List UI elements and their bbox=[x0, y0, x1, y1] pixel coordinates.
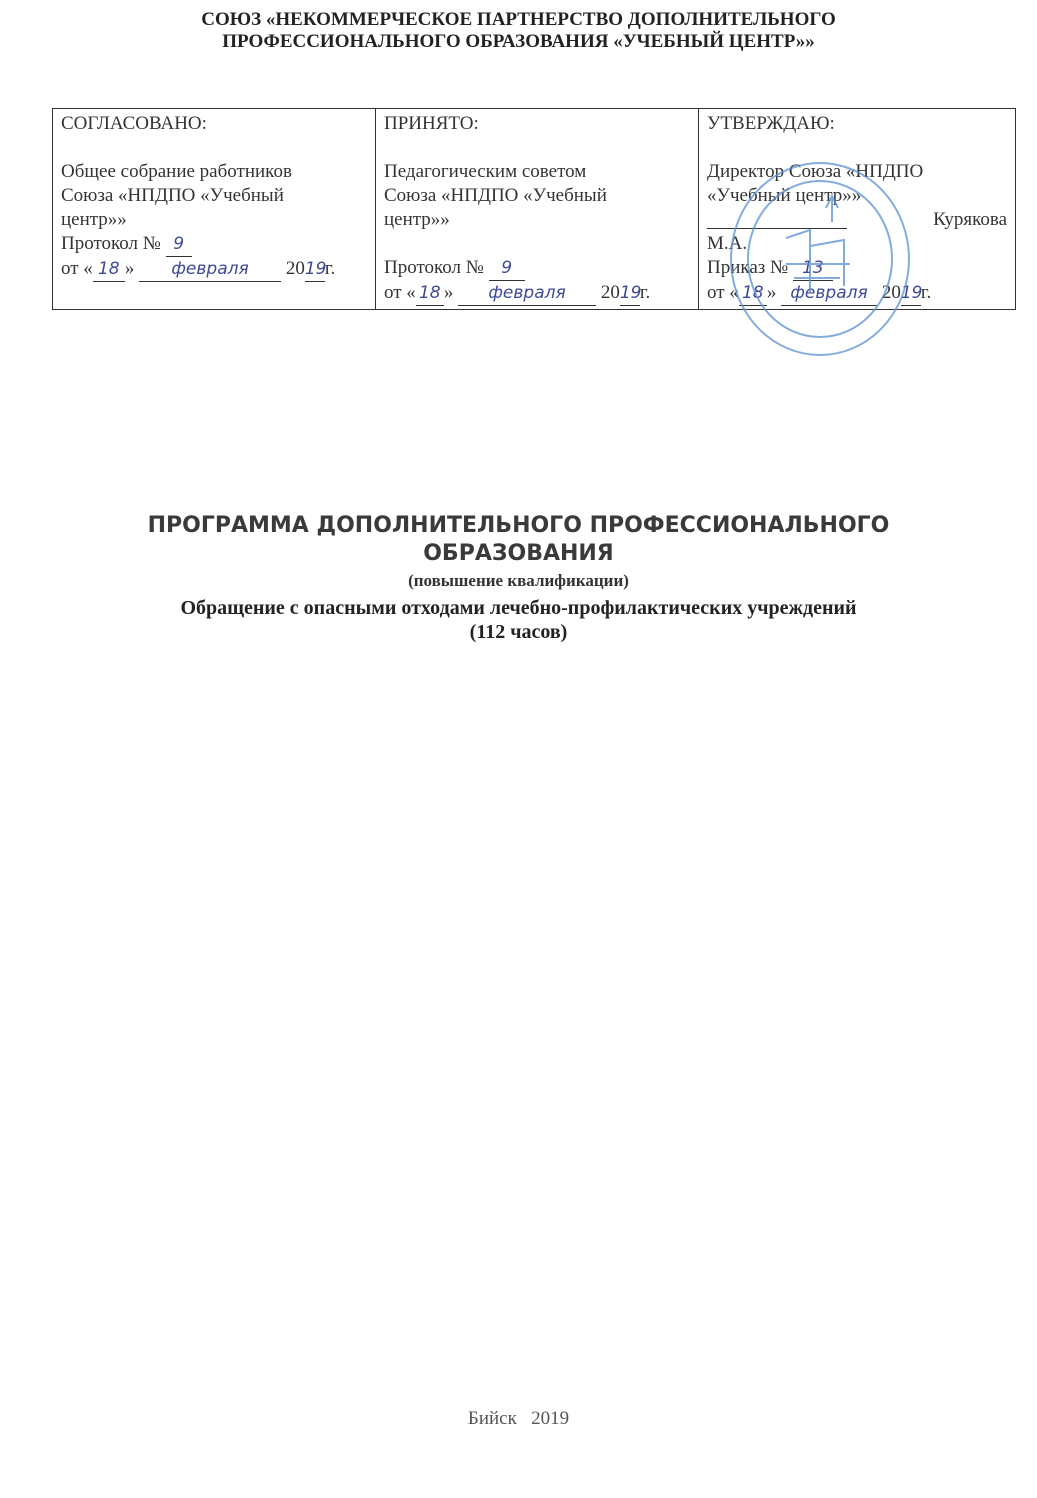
accepted-protocol bbox=[384, 256, 690, 281]
program-subtitle: (повышение квалификации) bbox=[408, 571, 629, 590]
agreed-protocol bbox=[61, 232, 367, 257]
accepted-body-line3: центр»» bbox=[384, 209, 450, 230]
approval-table bbox=[52, 108, 1016, 310]
accepted-year-end: г. bbox=[639, 282, 651, 303]
agreed-year-suffix: 19 bbox=[305, 257, 325, 282]
agreed-body-line2: Союза «НПДПО «Учебный bbox=[61, 185, 284, 206]
agreed-year-prefix: 20 bbox=[285, 258, 305, 279]
agreed-date-month: февраля bbox=[139, 257, 281, 282]
agreed-year-end: г. bbox=[324, 258, 336, 279]
approved-body-line2: «Учебный центр»» bbox=[707, 185, 862, 206]
accepted-protocol-number: 9 bbox=[489, 256, 525, 281]
approved-order-number: 13 bbox=[793, 256, 833, 281]
agreed-date-quote: » bbox=[124, 258, 135, 279]
approved-order bbox=[707, 256, 1007, 281]
title-block bbox=[40, 512, 997, 644]
footer bbox=[0, 1408, 1037, 1430]
accepted-year-suffix: 19 bbox=[620, 281, 640, 306]
signature-line bbox=[707, 208, 847, 229]
agreed-date bbox=[61, 257, 367, 282]
approved-date-quote: » bbox=[766, 282, 777, 303]
approved-cell bbox=[699, 109, 1016, 310]
accepted-protocol-label: Протокол № bbox=[384, 257, 484, 278]
accepted-date-prefix: от « bbox=[384, 282, 416, 303]
accepted-date-day: 18 bbox=[416, 281, 444, 306]
accepted-heading: ПРИНЯТО: bbox=[384, 113, 479, 134]
approved-body-line1: Директор Союза «НПДПО bbox=[707, 161, 924, 182]
accepted-year-prefix: 20 bbox=[600, 282, 620, 303]
accepted-body-line2: Союза «НПДПО «Учебный bbox=[384, 185, 607, 206]
agreed-body-line3: центр»» bbox=[61, 209, 127, 230]
accepted-date bbox=[384, 281, 690, 306]
organization-name-line1: СОЮЗ «НЕКОММЕРЧЕСКОЕ ПАРТНЕРСТВО ДОПОЛНИТЕЛЬНОГО bbox=[201, 9, 836, 30]
approved-heading: УТВЕРЖДАЮ: bbox=[707, 113, 835, 134]
approved-signer: Курякова bbox=[933, 209, 1007, 230]
approved-date-prefix: от « bbox=[707, 282, 739, 303]
approved-date bbox=[707, 281, 1007, 306]
agreed-protocol-number: 9 bbox=[166, 232, 192, 257]
accepted-date-month: февраля bbox=[458, 281, 596, 306]
approved-signature-line bbox=[707, 208, 1007, 232]
approved-initials: М.А. bbox=[707, 233, 748, 254]
program-title-line2: ОБРАЗОВАНИЯ bbox=[423, 541, 614, 566]
footer-year: 2019 bbox=[531, 1408, 570, 1429]
agreed-cell bbox=[53, 109, 376, 310]
agreed-date-prefix: от « bbox=[61, 258, 93, 279]
approved-year-end: г. bbox=[920, 282, 932, 303]
accepted-body-line1: Педагогическим советом bbox=[384, 161, 587, 182]
approved-year-prefix: 20 bbox=[881, 282, 901, 303]
course-name: Обращение с опасными отходами лечебно-профилактических учреждений bbox=[180, 597, 857, 619]
approved-date-month: февраля bbox=[781, 281, 877, 306]
organization-header bbox=[0, 9, 1037, 53]
agreed-heading: СОГЛАСОВАНО: bbox=[61, 113, 207, 134]
agreed-protocol-label: Протокол № bbox=[61, 233, 161, 254]
organization-name-line2: ПРОФЕССИОНАЛЬНОГО ОБРАЗОВАНИЯ «УЧЕБНЫЙ ЦЕНТР»» bbox=[222, 31, 815, 52]
accepted-cell bbox=[376, 109, 699, 310]
approved-order-label: Приказ № bbox=[707, 257, 789, 278]
footer-city: Бийск bbox=[467, 1408, 517, 1429]
accepted-date-quote: » bbox=[443, 282, 454, 303]
approved-year-suffix: 19 bbox=[901, 281, 921, 306]
program-title-line1: ПРОГРАММА ДОПОЛНИТЕЛЬНОГО ПРОФЕССИОНАЛЬНОГО bbox=[147, 513, 890, 538]
agreed-body-line1: Общее собрание работников bbox=[61, 161, 292, 182]
approved-date-day: 18 bbox=[739, 281, 767, 306]
agreed-date-day: 18 bbox=[93, 257, 125, 282]
course-hours: (112 часов) bbox=[469, 621, 568, 643]
